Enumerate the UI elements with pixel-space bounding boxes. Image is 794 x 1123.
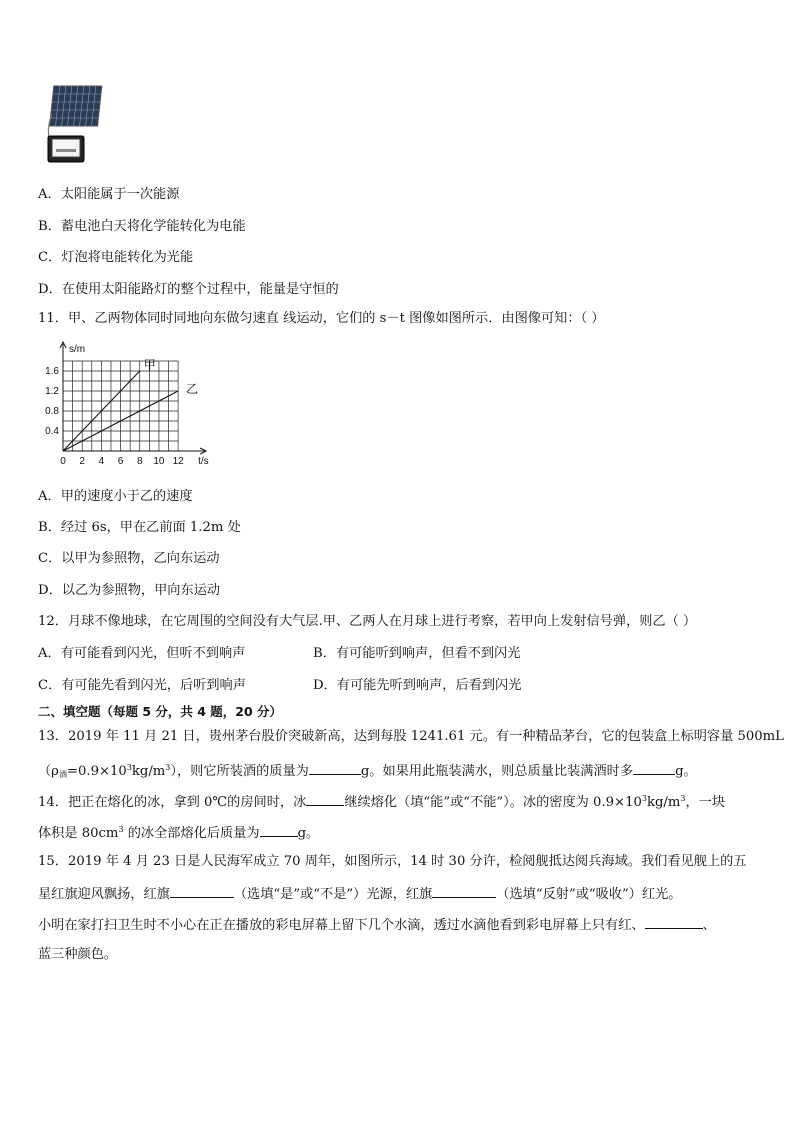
x-tick-label: 6 [117, 456, 124, 467]
q12-option-d: D．有可能先听到响声，后看到闪光 [313, 678, 522, 693]
q14-line1: 14．把正在熔化的冰，拿到 0℃的房间时，冰 继续熔化（填“能”或“不能”）。冰的密度为 $0.9\times 10^3kg/m^3$，一块 [38, 794, 726, 810]
q13-blank-1[interactable] [309, 762, 361, 775]
q15-blank-2[interactable] [432, 885, 496, 898]
q11-option-c: C．以甲为参照物，乙向东运动 [38, 551, 220, 566]
q12-option-b: B．有可能听到响声，但看不到闪光 [313, 646, 521, 661]
x-tick-label: 12 [172, 456, 184, 467]
q13-line1: 13．2019 年 11 月 21 日，贵州茅台股价突破新高，达到每股 1241.61 元。有一种精品茅台，它的包装盒上标明容量 500mL [38, 729, 784, 744]
series-label-jia: 甲 [143, 358, 156, 372]
section-heading-fill-in: 二、填空题（每题 5 分，共 4 题，20 分） [38, 704, 283, 719]
q13-blank-2[interactable] [633, 762, 675, 775]
q15-line1: 15．2019 年 4 月 23 日是人民海军成立 70 周年，如图所示，14 时 30 分许，检阅舰抵达阅兵海域。我们看见舰上的五 [38, 854, 747, 869]
x-axis-label: t/s [198, 456, 209, 467]
q14-blank-2[interactable] [260, 824, 298, 837]
q10-option-a: A．太阳能属于一次能源 [38, 187, 180, 202]
q14-blank-1[interactable] [306, 793, 344, 806]
y-tick-label: 1.2 [45, 386, 59, 397]
y-tick-label: 0.4 [45, 426, 59, 437]
q11-stem: 11．甲、乙两物体同时同地向东做匀速直 线运动，它们的 s－t 图像如图所示．由图像可知：（ ） [38, 311, 605, 326]
chart-grid [63, 361, 178, 451]
q12-stem: 12．月球不像地球，在它周围的空间没有大气层.甲、乙两人在月球上进行考察，若甲向上发射信号弹，则乙（ ） [38, 614, 697, 629]
q12-option-a: A．有可能看到闪光，但听不到响声 [38, 646, 246, 661]
q10-option-b: B．蓄电池白天将化学能转化为电能 [38, 219, 246, 234]
q15-line2: 星红旗迎风飘扬，红旗 （选填“是”或“不是”）光源，红旗 （选填“反射”或“吸收”）红光。 [38, 887, 682, 902]
q13-line2: $(\rho_酒=0.9\times 10^3kg/m^3)$，则它所装酒的质量为 g。如果用此瓶装满水，则总质量比装满酒时多 g。 [38, 763, 697, 779]
chart-labels [45, 344, 209, 467]
x-tick-label: 8 [136, 456, 143, 467]
s-t-chart [40, 338, 250, 474]
x-tick-label: 4 [98, 456, 105, 467]
q15-blank-1[interactable] [170, 885, 234, 898]
q12-option-c: C．有可能先看到闪光，后听到响声 [38, 678, 246, 693]
y-tick-label: 0.8 [45, 406, 59, 417]
q11-option-a: A．甲的速度小于乙的速度 [38, 489, 193, 504]
y-tick-label: 1.6 [45, 366, 59, 377]
series-label-yi: 乙 [186, 382, 199, 396]
q15-line3: 小明在家打扫卫生时不小心在正在播放的彩电屏幕上留下几个水滴，透过水滴他看到彩电屏幕上只有红、 、 [38, 918, 716, 933]
q11-option-b: B．经过 6s，甲在乙前面 1.2m 处 [38, 520, 241, 535]
solar-street-lamp-image [44, 84, 106, 166]
q10-option-c: C．灯泡将电能转化为光能 [38, 250, 194, 265]
x-tick-label: 0 [60, 456, 66, 467]
q11-option-d: D．以乙为参照物，甲向东运动 [38, 583, 221, 598]
x-tick-label: 2 [79, 456, 85, 467]
q10-option-d: D．在使用太阳能路灯的整个过程中，能量是守恒的 [38, 282, 339, 297]
q14-line2: 体积是 $80cm^3$ 的冰全部熔化后质量为 g。 [38, 825, 320, 841]
q15-line4: 蓝三种颜色。 [38, 947, 118, 962]
x-tick-label: 10 [153, 456, 165, 467]
q15-blank-3[interactable] [645, 916, 703, 929]
y-axis-label: s/m [69, 344, 86, 355]
